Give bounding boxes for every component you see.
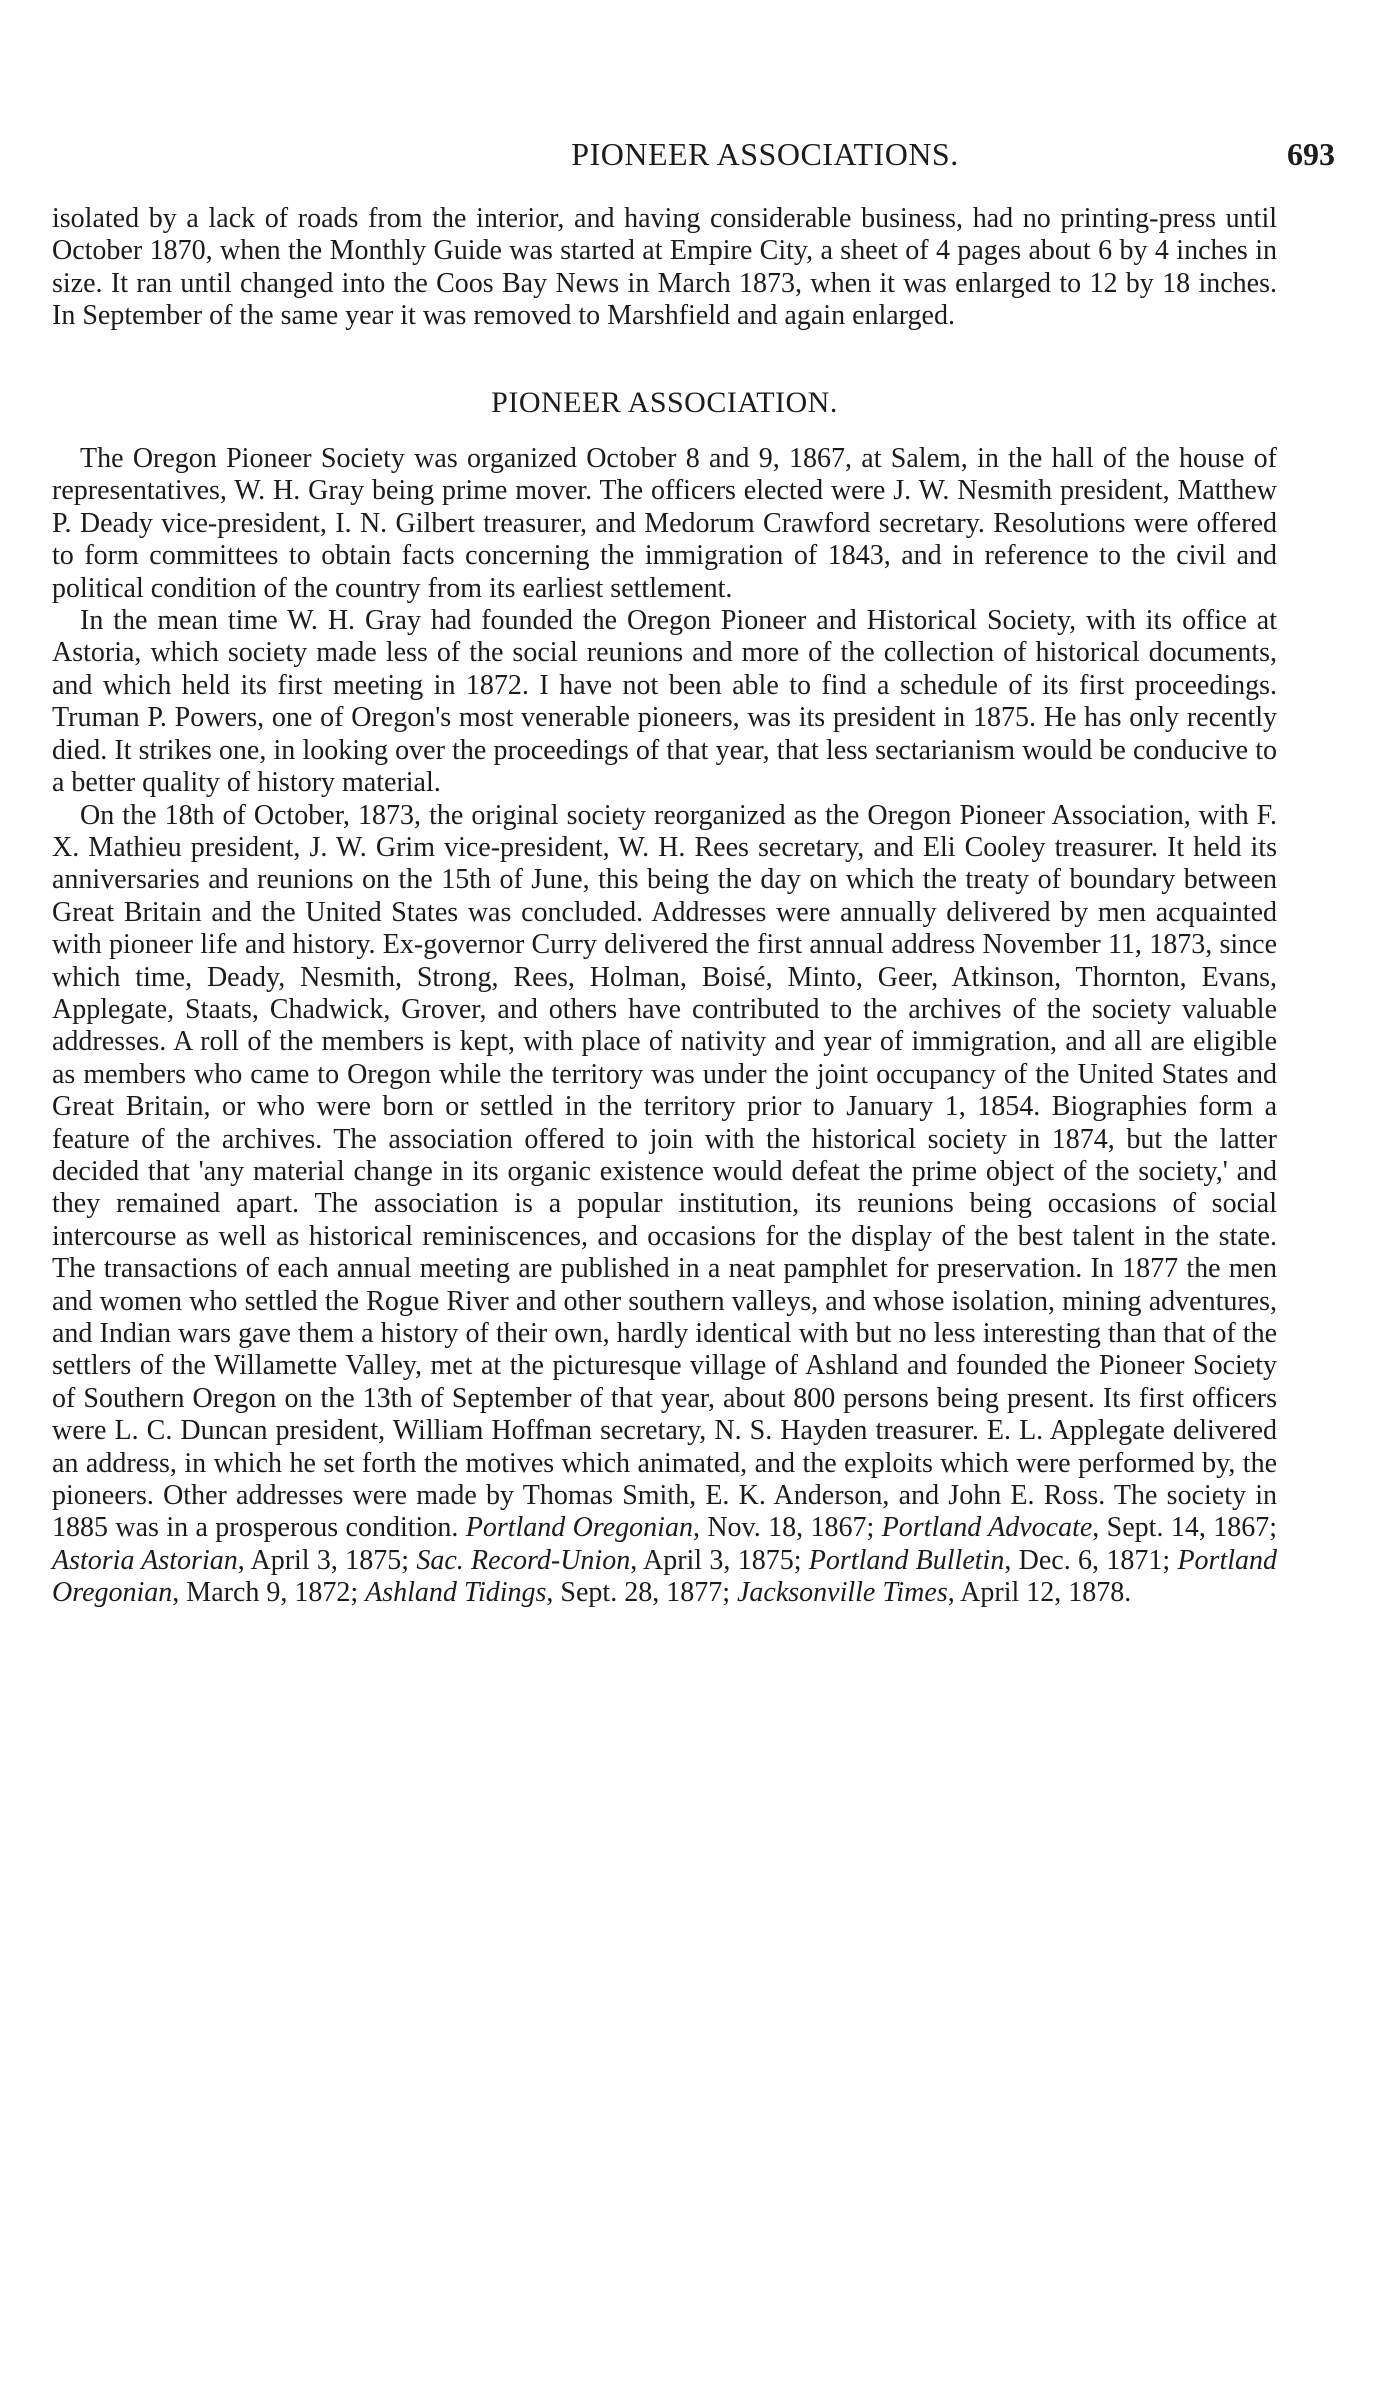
citation-source: Portland Advocate xyxy=(881,1512,1093,1544)
paragraph-pioneer-association-text: On the 18th of October, 1873, the original society reorganized as the Oregon Pioneer Association, with F. X. Mathieu president, J. W. Grim vice-president, W. H. Rees secretary, and Eli Cooley treasurer. It held its anniversaries and reunions on the 15th of June, this being the day on which the treaty of boundary between Great Britain and the United States was concluded. Addresses were annually delivered by men acquainted with pioneer life and history. Ex-governor Curry delivered the first annual address November 11, 1873, since which time, Deady, Nesmith, Strong, Rees, Holman, Boisé, Minto, Geer, Atkinson, Thornton, Evans, Applegate, Staats, Chadwick, Grover, and others have contributed to the archives of the society valuable addresses. A roll of the members is kept, with place of nativity and year of immigration, and all are eligible as members who came to Oregon while the territory was under the joint occupancy of the United States and Great Britain, or who were born or settled in the territory prior to January 1, 1854. Biographies form a feature of the archives. The association offered to join with the historical society in 1874, but the latter decided that 'any material change in its organic existence would defeat the prime object of the society,' and they remained apart. The association is a popular institution, its reunions being occasions of social intercourse as well as historical reminiscences, and occasions for the display of the best talent in the state. The transactions of each annual meeting are published in a neat pamphlet for preservation. In 1877 the men and women who settled the Rogue River and other southern valleys, and whose isolation, mining adventures, and Indian wars gave them a history of their own, hardly identical with but no less interesting than that of the settlers of the Willamette Valley, met at the picturesque village of Ashland and founded the Pioneer Society of Southern Oregon on the 13th of September of that year, about 800 persons being present. Its first officers were L. C. Duncan president, William Hoffman secretary, N. S. Hayden treasurer. E. L. Applegate delivered an address, in which he set forth the motives which animated, and the exploits which were performed by, the pioneers. Other addresses were made by Thomas Smith, E. K. Anderson, and John E. Ross. The society in 1885 was in a prosperous condition. xyxy=(52,799,1277,1544)
section-heading: PIONEER ASSOCIATION. xyxy=(491,385,838,419)
citation-date: , April 3, 1875; xyxy=(237,1544,417,1576)
citation-source: Astoria Astorian xyxy=(52,1544,238,1576)
page-number: 693 xyxy=(1287,136,1335,172)
paragraph-pioneer-association xyxy=(52,800,1277,1610)
citation-source: Portland Bulletin xyxy=(808,1544,1005,1576)
citation-source: Jacksonville Times xyxy=(736,1577,948,1609)
body-text xyxy=(52,203,1277,1610)
running-title: PIONEER ASSOCIATIONS. xyxy=(571,136,959,172)
citation-date: , Nov. 18, 1867; xyxy=(692,1512,882,1544)
paragraph-historical-society: In the mean time W. H. Gray had founded the Oregon Pioneer and Historical Society, with its office at Astoria, which society made less of the social reunions and more of the collection of historical documents, and which held its first meeting in 1872. I have not been able to find a schedule of its first proceedings. Truman P. Powers, one of Oregon's most venerable pioneers, was its president in 1875. He has only recently died. It strikes one, in looking over the proceedings of that year, that less sectarianism would be conducive to a better quality of history material. xyxy=(52,605,1277,799)
citation-date: , Sept. 14, 1867; xyxy=(1092,1512,1278,1544)
citation-source: Ashland Tidings xyxy=(365,1577,547,1609)
citation-date: , April 3, 1875; xyxy=(630,1544,809,1576)
intro-paragraph: isolated by a lack of roads from the interior, and having considerable business, had no printing-press until October 1870, when the Monthly Guide was started at Empire City, a sheet of 4 pages about 6 by 4 inches in size. It ran until changed into the Coos Bay News in March 1873, when it was enlarged to 12 by 18 inches. In September of the same year it was removed to Marshfield and again enlarged. xyxy=(52,203,1277,332)
citation-date: , Dec. 6, 1871; xyxy=(1004,1544,1178,1576)
citation-date: , Sept. 28, 1877; xyxy=(546,1577,737,1609)
running-head xyxy=(195,136,1335,186)
citation-source: Portland Oregonian xyxy=(465,1512,693,1544)
paragraph-oregon-pioneer-society: The Oregon Pioneer Society was organized October 8 and 9, 1867, at Salem, in the hall of the house of representatives, W. H. Gray being prime mover. The officers elected were J. W. Nesmith president, Matthew P. Deady vice-president, I. N. Gilbert treasurer, and Medorum Crawford secretary. Resolutions were offered to form committees to obtain facts concerning the immigration of 1843, and in reference to the civil and political condition of the country from its earliest settlement. xyxy=(52,443,1277,604)
citation-source: Sac. Record-Union xyxy=(416,1544,631,1576)
citation-date: , March 9, 1872; xyxy=(172,1577,366,1609)
citation-source: Portland Oregonian xyxy=(52,1544,1277,1609)
citation-date: , April 12, 1878. xyxy=(947,1577,1132,1609)
